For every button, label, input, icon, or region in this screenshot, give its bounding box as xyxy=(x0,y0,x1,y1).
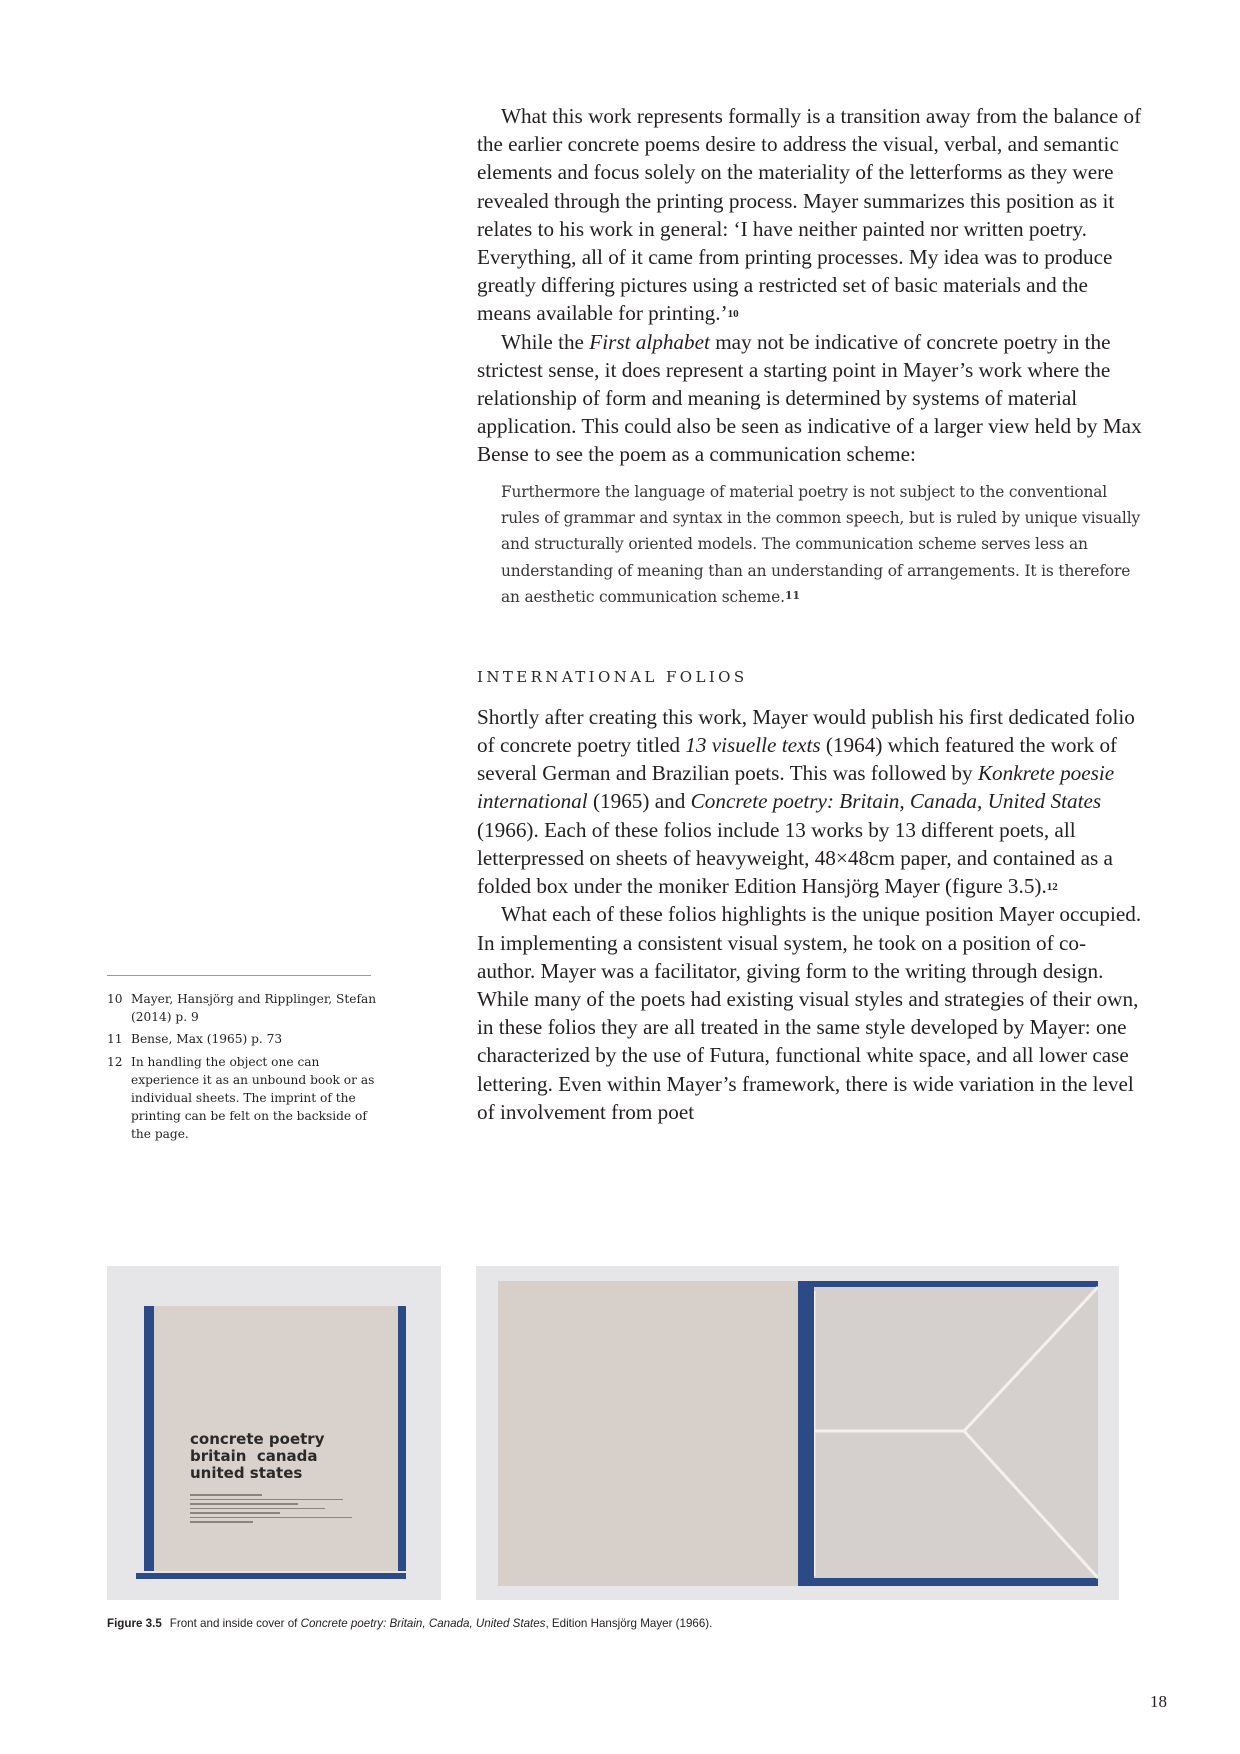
page-number: 18 xyxy=(1150,1692,1167,1711)
footnote-ref-11[interactable]: 11 xyxy=(784,589,800,603)
paragraph-2: While the First alphabet may not be indicative of concrete poetry in the strictest sense, it does represent a starting point in Mayer’s work where the relationship of form and meaning is determined by systems of material application. This could also be seen as indicative of a larger view held by Max Bense to see the poem as a communication scheme: xyxy=(477,329,1142,467)
cover-binding-edge xyxy=(136,1573,406,1579)
folio-cover xyxy=(144,1306,406,1571)
footnotes xyxy=(107,990,387,1148)
body-text xyxy=(477,102,1142,1126)
paragraph-1: What this work represents formally is a transition away from the balance of the earlier concrete poems desire to address the visual, verbal, and semantic elements and focus solely on the materiality of the letterforms as they were revealed through the printing process. Mayer summarizes this position as it relates to his work in general: ‘I have neither painted nor written poetry. Everything, all of it came from printing processes. My idea was to produce greatly differing pictures using a restricted set of basic materials and the means available for printing.’$^{10}$ xyxy=(477,104,1142,326)
inside-left-board xyxy=(498,1281,798,1586)
paragraph-3: Shortly after creating this work, Mayer would publish his first dedicated folio of concrete poetry titled 13 visuelle texts (1964) which featured the work of several German and Brazilian poets. This was followed by Konkrete poesie international (1965) and Concrete poetry: Britain, Canada, United States (1966). Each of these folios include 13 works by 13 different poets, all letterpressed on sheets of heavyweight, 48×48cm paper, and contained as a folded box under the moniker Edition Hansjörg Mayer (figure 3.5).$^{12}$ xyxy=(477,704,1135,899)
footnote-item: 10 Mayer, Hansjörg and Ripplinger, Stefan (2014) p. 9 xyxy=(107,992,377,1025)
footnote-ref-12[interactable]: 12 xyxy=(1046,881,1058,894)
folio-spine xyxy=(798,1281,814,1586)
figure-front-cover xyxy=(107,1266,441,1600)
folio-inside xyxy=(498,1281,1098,1586)
figure-caption: Figure 3.5 Front and inside cover of Concrete poetry: Britain, Canada, United States, Edition Hansjörg Mayer (1966). xyxy=(107,1617,713,1630)
footnote-divider xyxy=(107,975,371,976)
section-heading: INTERNATIONAL FOLIOS xyxy=(477,667,748,686)
flap-fold-lines xyxy=(814,1281,1098,1586)
figure-inside-cover xyxy=(476,1266,1119,1600)
paragraph-4: What each of these folios highlights is the unique position Mayer occupied. In implementing a consistent visual system, he took on a position of co-author. Mayer was a facilitator, giving form to the writing through design. While many of the poets had existing visual styles and strategies of their own, in these folios they are all treated in the same style developed by Mayer: one characterized by the use of Futura, functional white space, and all lower case lettering. Even within Mayer’s framework, there is wide variation in the level of involvement from poet xyxy=(477,902,1142,1124)
footnote-item: 11 Bense, Max (1965) p. 73 xyxy=(107,1032,283,1047)
cover-title: concrete poetry britain canada united states xyxy=(190,1430,325,1482)
footnote-item: 12 In handling the object one can experience it as an unbound book or as individual sheets. The imprint of the printing can be felt on the backside of the page. xyxy=(107,1054,375,1142)
cover-small-print xyxy=(190,1491,370,1526)
block-quote: Furthermore the language of material poetry is not subject to the conventional rules of grammar and syntax in the common speech, but is ruled by unique visually and structurally oriented models. The communication scheme serves less an understanding of meaning than an understanding of arrangements. It is therefore an aesthetic communication scheme.$^{11}$ xyxy=(501,482,1141,607)
footnote-ref-10[interactable]: 10 xyxy=(727,308,739,321)
